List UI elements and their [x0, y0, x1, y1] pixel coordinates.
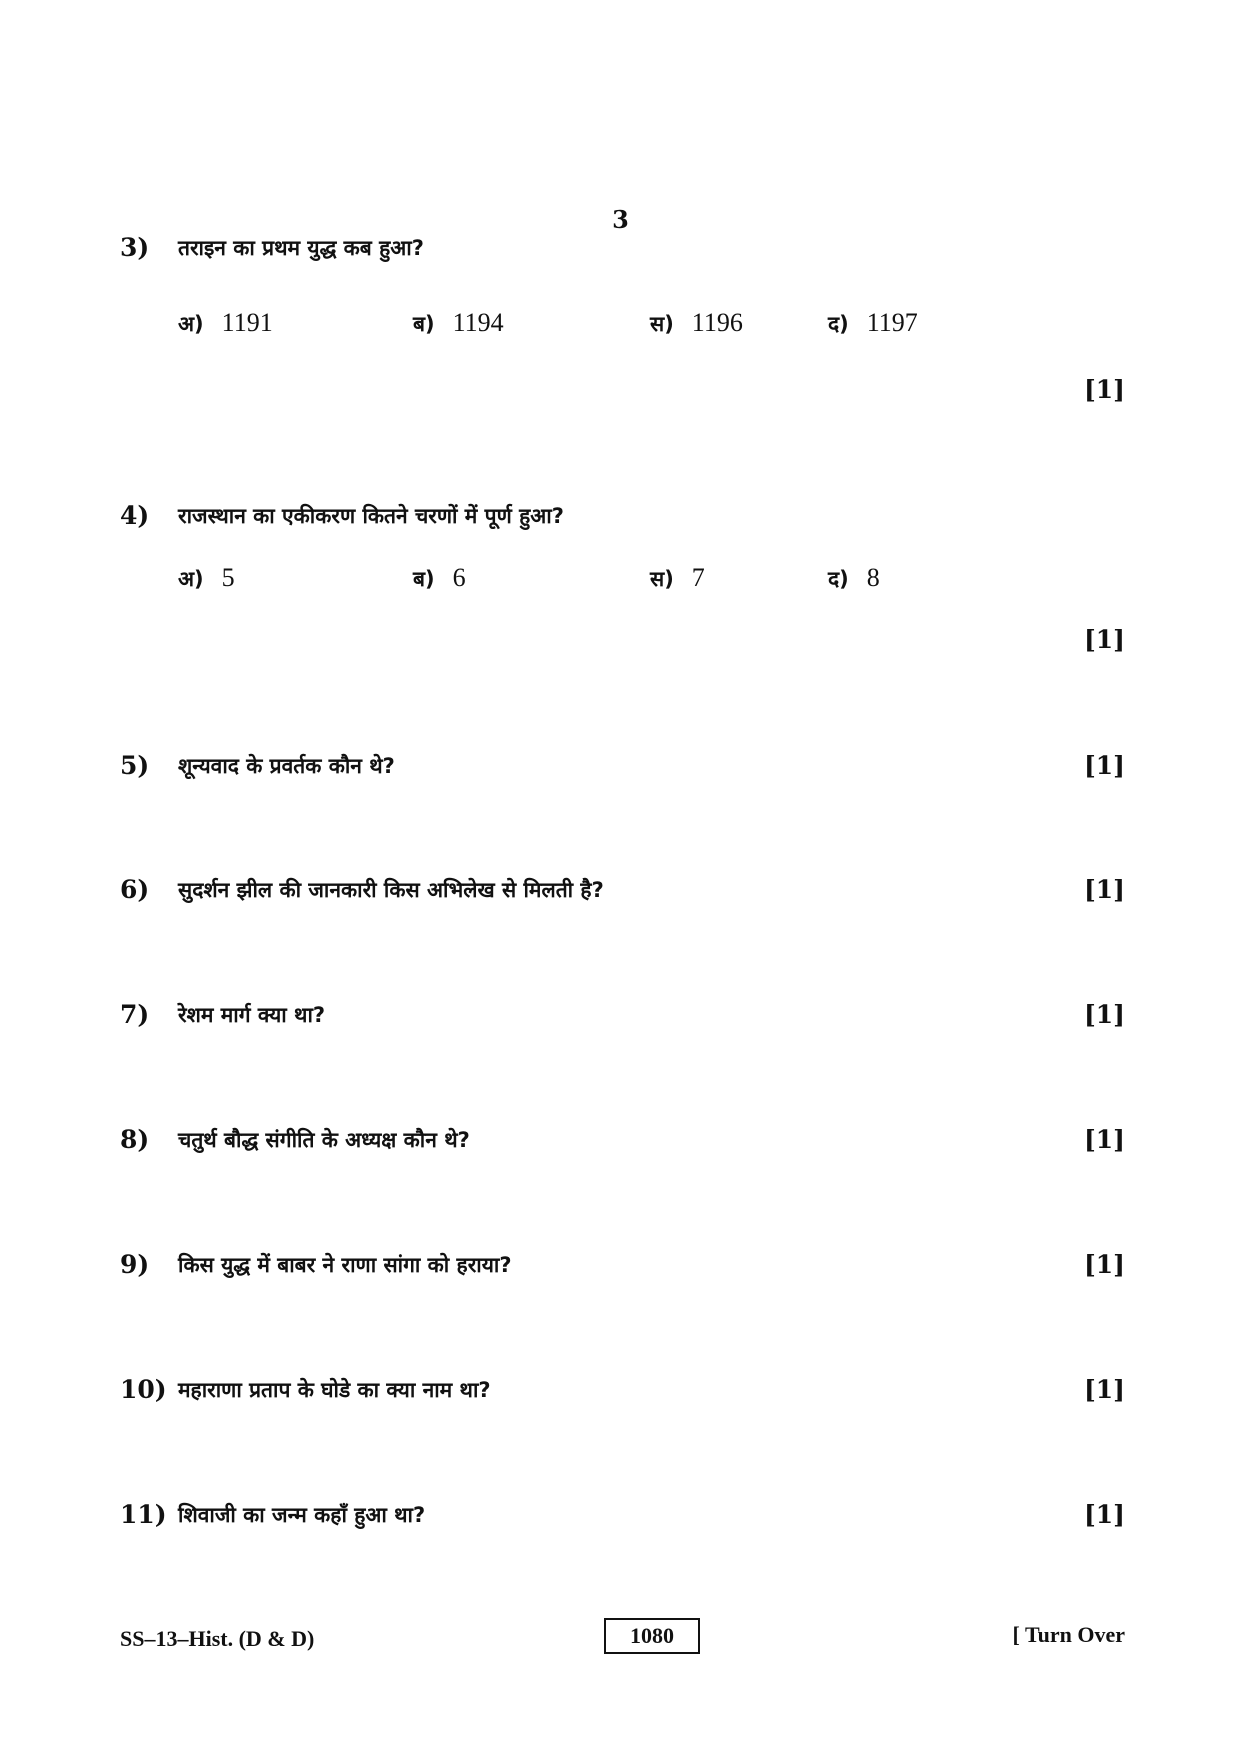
question-11	[120, 1497, 1125, 1537]
question-4	[120, 498, 1125, 538]
question-3-marks: [1]	[1083, 375, 1125, 404]
option-label: अ)	[178, 567, 204, 591]
option-a	[178, 305, 273, 342]
question-10	[120, 1372, 1125, 1412]
option-d	[828, 560, 880, 597]
question-7	[120, 997, 1125, 1037]
question-number: 9)	[120, 1250, 150, 1279]
question-number: 11)	[120, 1500, 167, 1529]
question-5	[120, 748, 1125, 788]
question-text: रेशम मार्ग क्या था?	[178, 1003, 326, 1027]
question-4-options	[178, 560, 998, 600]
question-marks: [1]	[1083, 1125, 1125, 1154]
question-text: राजस्थान का एकीकरण कितने चरणों में पूर्ण हुआ?	[178, 504, 564, 528]
option-label: स)	[650, 567, 674, 591]
question-marks: [1]	[1083, 875, 1125, 904]
question-text: चतुर्थ बौद्ध संगीति के अध्यक्ष कौन थे?	[178, 1128, 470, 1152]
question-text: किस युद्ध में बाबर ने राणा सांगा को हराया?	[178, 1253, 512, 1277]
question-8	[120, 1122, 1125, 1162]
option-value: 1196	[691, 308, 743, 337]
option-value: 6	[452, 563, 466, 592]
option-label: स)	[650, 312, 674, 336]
question-text: महाराणा प्रताप के घोडे का क्या नाम था?	[178, 1378, 491, 1402]
page-footer	[120, 1618, 1125, 1668]
question-marks: [1]	[1083, 1000, 1125, 1029]
question-number: 5)	[120, 751, 150, 780]
option-label: ब)	[413, 567, 435, 591]
question-text: सुदर्शन झील की जानकारी किस अभिलेख से मिलती है?	[178, 878, 604, 902]
question-marks: [1]	[1083, 1500, 1125, 1529]
question-number: 8)	[120, 1125, 150, 1154]
question-9	[120, 1247, 1125, 1287]
page-code-box: 1080	[604, 1618, 700, 1654]
turn-over-label: [ Turn Over	[1012, 1622, 1125, 1647]
option-label: ब)	[413, 312, 435, 336]
question-number: 4)	[120, 501, 150, 530]
option-c	[650, 560, 705, 597]
option-value: 8	[866, 563, 880, 592]
page-number: 3	[612, 205, 629, 234]
question-text: शून्यवाद के प्रवर्तक कौन थे?	[178, 754, 395, 778]
option-a	[178, 560, 235, 597]
question-marks: [1]	[1083, 751, 1125, 780]
question-marks: [1]	[1083, 1250, 1125, 1279]
question-3	[120, 230, 1125, 270]
option-c	[650, 305, 743, 342]
option-d	[828, 305, 918, 342]
option-value: 1194	[452, 308, 504, 337]
option-label: द)	[828, 567, 849, 591]
paper-code: SS–13–Hist. (D & D)	[120, 1626, 315, 1651]
question-6	[120, 872, 1125, 912]
option-value: 5	[221, 563, 235, 592]
option-b	[413, 560, 466, 597]
option-b	[413, 305, 504, 342]
option-label: अ)	[178, 312, 204, 336]
option-value: 1197	[866, 308, 918, 337]
question-4-marks: [1]	[1083, 625, 1125, 654]
option-value: 7	[691, 563, 705, 592]
option-label: द)	[828, 312, 849, 336]
question-number: 3)	[120, 233, 150, 262]
question-3-options	[178, 305, 998, 345]
option-value: 1191	[221, 308, 273, 337]
question-number: 6)	[120, 875, 150, 904]
question-text: शिवाजी का जन्म कहाँ हुआ था?	[178, 1503, 426, 1527]
question-marks: [1]	[1083, 1375, 1125, 1404]
question-number: 7)	[120, 1000, 150, 1029]
question-number: 10)	[120, 1375, 167, 1404]
question-text: तराइन का प्रथम युद्ध कब हुआ?	[178, 236, 424, 260]
